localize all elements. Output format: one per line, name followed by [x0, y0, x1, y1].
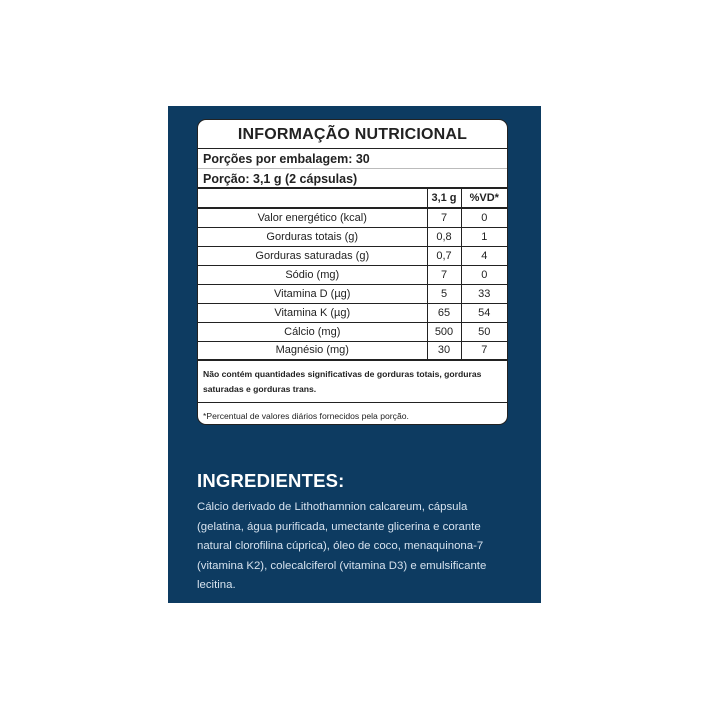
servings-per-package: Porções por embalagem: 30 — [198, 149, 507, 169]
nutrient-name: Gorduras totais (g) — [198, 227, 427, 246]
nutrient-name: Vitamina D (µg) — [198, 284, 427, 303]
nutrition-note: Não contém quantidades significativas de gorduras totais, gorduras saturadas e gorduras trans. — [198, 361, 507, 403]
nutrient-name: Vitamina K (µg) — [198, 303, 427, 322]
nutrient-amount: 30 — [427, 341, 461, 360]
table-row — [198, 227, 507, 246]
nutrient-daily-value: 1 — [461, 227, 507, 246]
nutrient-amount: 500 — [427, 322, 461, 341]
nutrient-amount: 7 — [427, 265, 461, 284]
nutrient-name: Magnésio (mg) — [198, 341, 427, 360]
nutrient-name: Sódio (mg) — [198, 265, 427, 284]
table-row — [198, 246, 507, 265]
column-header-daily-value: %VD* — [461, 189, 507, 208]
ingredients-text: Cálcio derivado de Lithothamnion calcareum, cápsula (gelatina, água purificada, umectante glicerina e corante natural clorofilina cúprica), óleo de coco, menaquinona-7 (vitamina K2), colecalciferol (vitamina D3) e emulsificante lecitina. — [197, 501, 487, 592]
nutrient-amount: 65 — [427, 303, 461, 322]
table-row — [198, 265, 507, 284]
table-row — [198, 341, 507, 360]
nutrient-amount: 5 — [427, 284, 461, 303]
nutrient-name: Valor energético (kcal) — [198, 208, 427, 227]
table-row — [198, 303, 507, 322]
nutrient-daily-value: 4 — [461, 246, 507, 265]
table-row — [198, 284, 507, 303]
column-header-amount: 3,1 g — [427, 189, 461, 208]
nutrient-daily-value: 50 — [461, 322, 507, 341]
nutrient-name: Cálcio (mg) — [198, 322, 427, 341]
table-row — [198, 322, 507, 341]
nutrient-daily-value: 54 — [461, 303, 507, 322]
nutrition-facts-label — [197, 119, 508, 425]
nutrient-daily-value: 7 — [461, 341, 507, 360]
nutrient-daily-value: 0 — [461, 265, 507, 284]
nutrient-amount: 0,7 — [427, 246, 461, 265]
nutrition-table — [198, 189, 507, 361]
nutrition-footnote: *Percentual de valores diários fornecidos pela porção. — [203, 411, 409, 421]
nutrition-title: INFORMAÇÃO NUTRICIONAL — [198, 120, 507, 149]
product-info-panel — [168, 106, 541, 603]
column-header-nutrient — [198, 189, 427, 208]
nutrient-daily-value: 33 — [461, 284, 507, 303]
nutrient-name: Gorduras saturadas (g) — [198, 246, 427, 265]
nutrient-daily-value: 0 — [461, 208, 507, 227]
ingredients-title: INGREDIENTES: — [197, 470, 345, 491]
table-row — [198, 208, 507, 227]
table-header-row — [198, 189, 507, 208]
nutrient-amount: 0,8 — [427, 227, 461, 246]
nutrient-amount: 7 — [427, 208, 461, 227]
serving-size: Porção: 3,1 g (2 cápsulas) — [198, 169, 507, 189]
